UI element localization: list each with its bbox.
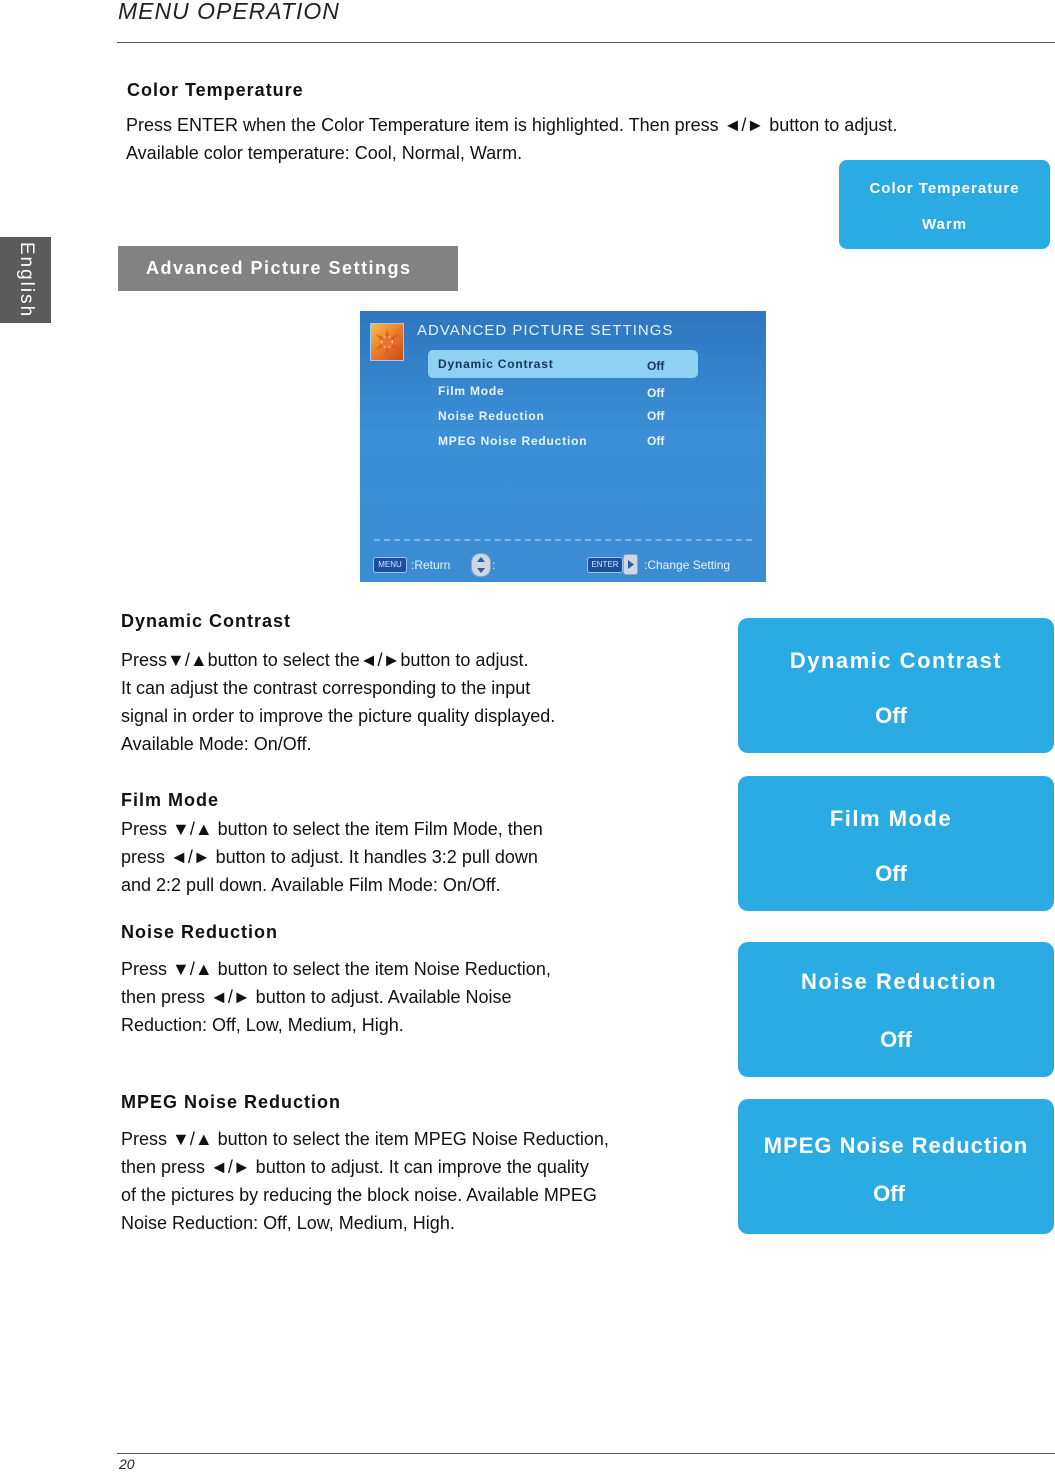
osd-row-value: Off: [647, 386, 665, 400]
text-line: Noise Reduction: Off, Low, Medium, High.: [121, 1213, 455, 1233]
osd-colon: :: [492, 558, 496, 572]
mpeg-noise-reduction-text: [121, 1125, 609, 1237]
osd-divider: [374, 539, 752, 541]
dynamic-contrast-heading: Dynamic Contrast: [121, 611, 292, 631]
text-line: Press▼/▲button to select the◄/►button to adjust.: [121, 650, 529, 670]
up-down-key-icon: [471, 553, 491, 577]
osd-box-label: Color Temperature: [869, 180, 1020, 197]
header-divider: [117, 42, 1055, 43]
text-line: Reduction: Off, Low, Medium, High.: [121, 1015, 404, 1035]
osd-row-label[interactable]: Film Mode: [438, 384, 505, 398]
text-line: then press ◄/► button to adjust. Available Noise: [121, 987, 512, 1007]
advanced-picture-settings-osd: [360, 311, 766, 582]
mpeg-noise-reduction-osd-box: [738, 1099, 1054, 1234]
picture-icon: [370, 323, 404, 361]
osd-box-value: Off: [880, 1027, 912, 1052]
color-temperature-heading: Color Temperature: [127, 80, 304, 100]
text-line: signal in order to improve the picture quality displayed.: [121, 706, 556, 726]
osd-box-value: Off: [873, 1181, 905, 1206]
film-mode-heading: Film Mode: [121, 790, 219, 810]
dynamic-contrast-osd-box: [738, 618, 1054, 753]
osd-box-label: Noise Reduction: [800, 969, 998, 994]
film-mode-osd-box: [738, 776, 1054, 911]
color-temperature-text: [126, 111, 897, 167]
text-line: of the pictures by reducing the block noise. Available MPEG: [121, 1185, 597, 1205]
dynamic-contrast-text: [121, 646, 555, 758]
osd-row-label[interactable]: Noise Reduction: [438, 409, 545, 423]
text-line: Press ▼/▲ button to select the item Noise Reduction,: [121, 959, 551, 979]
color-temperature-osd-box: [839, 160, 1050, 249]
osd-box-value: Warm: [921, 216, 968, 233]
text-line: Press ▼/▲ button to select the item Film Mode, then: [121, 819, 543, 839]
text-line: Available Mode: On/Off.: [121, 734, 312, 754]
osd-row-value: Off: [647, 434, 665, 448]
osd-box-label: Film Mode: [829, 806, 953, 831]
noise-reduction-text: [121, 955, 551, 1039]
osd-return-label: :Return: [411, 558, 451, 572]
text-line: press ◄/► button to adjust. It handles 3:2 pull down: [121, 847, 538, 867]
osd-box-label: Dynamic Contrast: [789, 648, 1003, 673]
osd-box-value: Off: [875, 703, 907, 728]
footer-divider: [117, 1453, 1055, 1454]
language-tab-label: English: [15, 241, 37, 319]
text-line: Press ENTER when the Color Temperature item is highlighted. Then press ◄/► button to adjust.: [126, 115, 898, 135]
osd-row-label[interactable]: MPEG Noise Reduction: [438, 434, 588, 448]
film-mode-text: [121, 815, 543, 899]
osd-box-value: Off: [875, 861, 907, 886]
noise-reduction-osd-box: [738, 942, 1054, 1077]
osd-box-label: MPEG Noise Reduction: [763, 1133, 1029, 1158]
text-line: It can adjust the contrast corresponding to the input: [121, 678, 531, 698]
page-header-title: MENU OPERATION: [118, 0, 340, 24]
osd-change-setting-label: :Change Setting: [644, 558, 731, 572]
page-number: 20: [119, 1456, 135, 1472]
osd-row-value: Off: [647, 359, 665, 373]
osd-row-label[interactable]: Dynamic Contrast: [438, 357, 554, 371]
osd-title: ADVANCED PICTURE SETTINGS: [417, 322, 674, 339]
text-line: then press ◄/► button to adjust. It can improve the quality: [121, 1157, 589, 1177]
language-tab: [0, 237, 51, 323]
right-key-icon: [623, 554, 638, 575]
osd-row-value: Off: [647, 409, 665, 423]
text-line: Available color temperature: Cool, Normal, Warm.: [126, 143, 523, 163]
advanced-picture-settings-banner: Advanced Picture Settings: [118, 246, 458, 291]
text-line: and 2:2 pull down. Available Film Mode: On/Off.: [121, 875, 501, 895]
mpeg-noise-reduction-heading: MPEG Noise Reduction: [121, 1092, 342, 1112]
menu-key-icon: MENU: [373, 557, 407, 573]
noise-reduction-heading: Noise Reduction: [121, 922, 279, 942]
enter-key-icon: ENTER: [587, 557, 623, 573]
text-line: Press ▼/▲ button to select the item MPEG Noise Reduction,: [121, 1129, 609, 1149]
